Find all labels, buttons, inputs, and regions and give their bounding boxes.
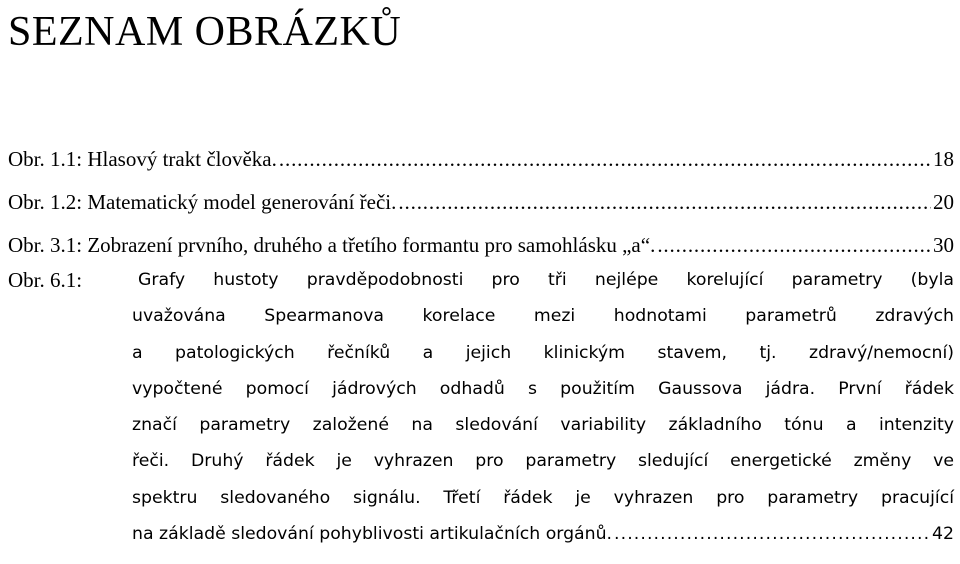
entry-caption-line: Grafy hustoty pravděpodobnosti pro tři nejlépe korelující parametry (byla [138,270,954,290]
entry-page-number: 18 [933,147,954,171]
entry-caption-line: a patologických řečníků a jejich klinickým stavem, tj. zdravý/nemocní) [132,342,954,363]
entry-text [8,138,277,181]
entry-label: Obr. 1.1: [8,147,83,171]
dot-leader [279,138,931,181]
entry-caption-line: značí parametry založené na sledování variability základního tónu a intenzity [132,415,954,436]
entry-label: Obr. 3.1: [8,233,83,257]
entry-text [8,181,396,224]
list-item[interactable] [8,224,954,267]
entry-text [8,224,655,267]
entry-label: Obr. 6.1: [8,268,83,292]
entry-caption-line: řeči. Druhý řádek je vyhrazen pro parametry sledující energetické změny ve [132,451,954,472]
dot-leader [614,516,930,552]
entry-page-number: 20 [933,190,954,214]
figure-list [8,138,954,552]
entry-page-number: 42 [932,524,954,545]
entry-label: Obr. 1.2: [8,190,83,214]
page-title: SEZNAM OBRÁZKŮ [8,9,402,55]
dot-leader [398,181,931,224]
entry-caption-line: na základě sledování pohyblivosti artikulačních orgánů. [132,524,613,545]
list-item[interactable] [8,138,954,181]
entry-first-line [8,262,954,298]
entry-caption-line: uvažována Spearmanova korelace mezi hodnotami parametrů zdravých [132,306,954,327]
list-item[interactable] [8,262,954,552]
list-item[interactable] [8,181,954,224]
entry-caption: Hlasový trakt člověka. [87,147,277,171]
entry-page-number: 30 [933,233,954,257]
entry-caption-line: spektru sledovaného signálu. Třetí řádek je vyhrazen pro parametry pracující [132,487,954,508]
dot-leader [657,224,931,267]
entry-caption: Zobrazení prvního, druhého a třetího formantu pro samohlásku „a“. [87,233,656,257]
entry-caption-line: vypočtené pomocí jádrových odhadů s použitím Gaussova jádra. První řádek [132,378,954,399]
entry-caption: Matematický model generování řeči. [87,190,397,214]
entry-last-line [8,516,954,552]
